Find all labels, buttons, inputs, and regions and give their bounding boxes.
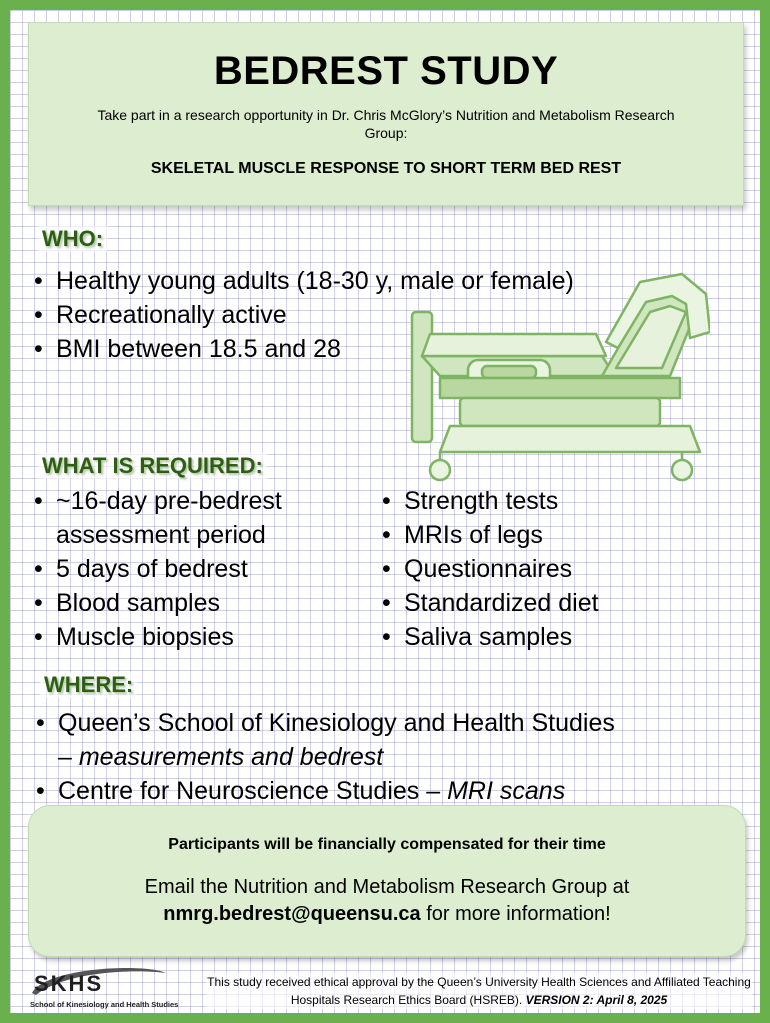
list-item: • Queen’s School of Kinesiology and Health Studies – measurements and bedrest — [32, 706, 732, 774]
list-item: • BMI between 18.5 and 28 — [30, 332, 690, 366]
email-link[interactable]: nmrg.bedrest@queensu.ca — [163, 903, 421, 925]
logo-subtitle: School of Kinesiology and Health Studies — [30, 1000, 179, 1009]
contact-panel — [28, 805, 746, 957]
study-title: SKELETAL MUSCLE RESPONSE TO SHORT TERM BED REST — [150, 160, 622, 177]
hospital-bed-icon — [410, 272, 710, 487]
intro-text: Take part in a research opportunity in Dr. Chris McGlory’s Nutrition and Metabolism Research Group: — [97, 107, 675, 141]
compensation-text: Participants will be financially compensated for their time — [168, 836, 606, 853]
required-list-right — [378, 484, 728, 654]
list-item: • ~16-day pre-bedrest assessment period — [30, 484, 360, 552]
list-item: • Strength tests — [378, 484, 728, 518]
list-item: • Questionnaires — [378, 552, 728, 586]
list-item: • Muscle biopsies — [30, 620, 360, 654]
version-label: VERSION 2: April 8, 2025 — [525, 993, 668, 1007]
who-heading: WHO: — [38, 226, 107, 252]
where-heading: WHERE: — [40, 672, 137, 698]
page-title: BEDREST STUDY — [213, 49, 559, 93]
logo-text: SKHS — [34, 971, 104, 996]
required-list-left — [30, 484, 360, 654]
list-item: • Healthy young adults (18-30 y, male or female) — [30, 264, 690, 298]
list-item: • MRIs of legs — [378, 518, 728, 552]
list-item: • Saliva samples — [378, 620, 728, 654]
where-list — [32, 706, 732, 808]
list-item: • Recreationally active — [30, 298, 690, 332]
required-heading: WHAT IS REQUIRED: — [38, 453, 267, 479]
ethics-statement: This study received ethical approval by the Queen’s University Health Sciences and Affiliated Teaching Hospitals Research Ethics Board (HSREB). VERSION 2: April 8, 2025 — [207, 975, 751, 1007]
list-item: • 5 days of bedrest — [30, 552, 360, 586]
list-item: • Blood samples — [30, 586, 360, 620]
contact-text: Email the Nutrition and Metabolism Research Group at nmrg.bedrest@queensu.ca for more information! — [144, 876, 630, 925]
skhs-logo — [26, 963, 201, 1015]
list-item: • Centre for Neuroscience Studies – MRI scans — [32, 774, 732, 808]
header-panel — [28, 22, 744, 206]
list-item: • Standardized diet — [378, 586, 728, 620]
